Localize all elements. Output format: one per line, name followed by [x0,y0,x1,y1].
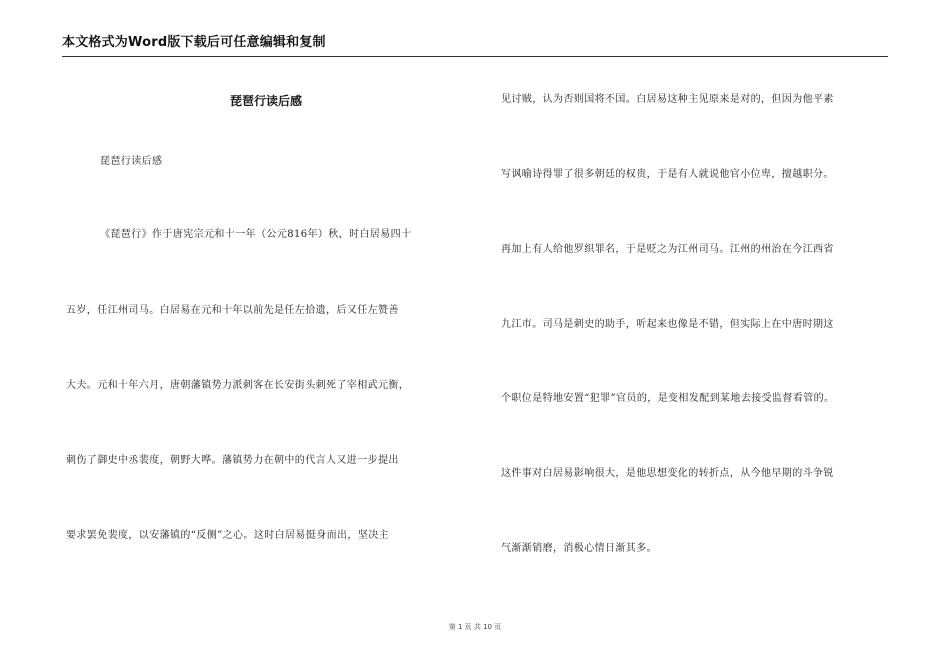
paragraph-line: 九江市。司马是刺史的助手，听起来也像是不错，但实际上在中唐时期这 [501,319,834,330]
document-title: 琵琶行读后感 [229,94,302,108]
paragraph-line: 刺伤了御史中丞裴度，朝野大哗。藩镇势力在朝中的代言人又进一步提出 [66,455,399,466]
paragraph-line: 五岁，任江州司马。白居易在元和十年以前先是任左拾遗，后又任左赞善 [66,305,399,316]
page-footer: 第 1 页 共 10 页 [448,623,502,631]
paragraph-line: 这件事对白居易影响很大，是他思想变化的转折点，从今他早期的斗争锐 [501,468,834,479]
paragraph-line: 《琵琶行》作于唐宪宗元和十一年（公元816年）秋，时白居易四十 [100,229,412,240]
paragraph-line: 写讽喻诗得罪了很多朝廷的权贵，于是有人就说他官小位卑，擅越职分。 [501,169,834,180]
paragraph-line: 见讨贼，认为否则国将不国。白居易这种主见原来是对的，但因为他平素 [501,94,834,105]
paragraph-line: 气渐渐销磨，消极心情日渐其多。 [501,543,657,554]
paragraph-line: 琵琶行读后感 [100,156,163,167]
paragraph-line: 再加上有人给他罗织罪名，于是贬之为江州司马。江州的州治在今江西省 [501,244,834,255]
paragraph-line: 个职位是特地安置“犯罪”官员的，是变相发配到某地去接受监督看管的。 [501,393,835,404]
page-header [62,34,888,57]
paragraph-line: 要求罢免裴度，以安藩镇的“反侧”之心。这时白居易挺身而出，坚决主 [66,530,390,541]
header-text: 本文格式为Word版下载后可任意编辑和复制 [62,35,326,50]
paragraph-line: 大夫。元和十年六月，唐朝藩镇势力派刺客在长安街头刺死了宰相武元衡， [66,380,410,391]
